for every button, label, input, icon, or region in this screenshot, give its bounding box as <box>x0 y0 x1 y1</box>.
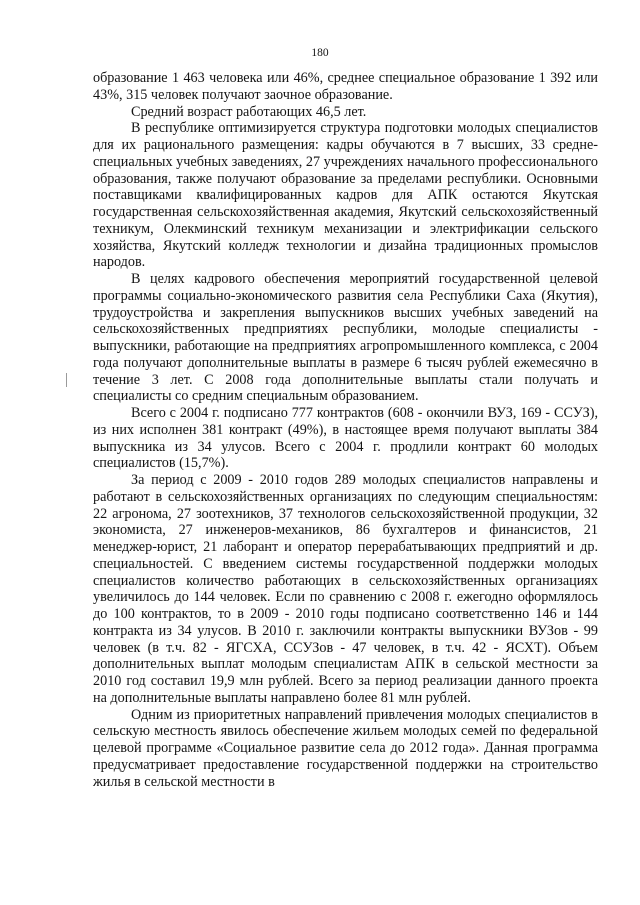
paragraph-housing-priority: Одним из приоритетных направлений привлечения молодых специалистов в сельскую местность явилось обеспечение жильем молодых семей по федеральной целевой программе «Социальное развитие села до 2012 года». Данная программа предусматривает предоставление государственной поддержки на строительство жилья в сельской местности в <box>93 706 598 790</box>
paragraph-period-2009-2010: За период с 2009 - 2010 годов 289 молодых специалистов направлены и работают в сельскохозяйственных организациях по следующим специальностям: 22 агронома, 27 зоотехников, 37 технологов сельскохозяйственной продукции, 32 экономиста, 27 инженеров-механиков, 86 бухгалтеров и финансистов, 21 менеджер-юрист, 21 лаборант и оператор перерабатывающих предприятий и др. специальностей. С введением системы государственной поддержки молодых специалистов количество работающих в сельскохозяйственных организациях увеличилось до 144 человек. Если по сравнению с 2008 г. ежегодно оформлялось до 100 контрактов, то в 2009 - 2010 годы подписано соответственно 146 и 144 контракта из 34 улусов. В 2010 г. заключили контракты выпускники ВУЗов - 99 человек (в т.ч. 82 - ЯГСХА, ССУЗов - 47 человек, в т.ч. 42 - ЯСХТ). Объем дополнительных выплат молодым специалистам АПК в сельской местности за 2010 год составил 19,9 млн рублей. Всего за период реализации данного проекта на дополнительные выплаты направлено более 81 млн рублей. <box>93 472 598 706</box>
page-number: 180 <box>311 47 329 59</box>
paragraph-staffing-program: В целях кадрового обеспечения мероприятий государственной целевой программы социально-экономического развития села Республики Саха (Якутия), трудоустройства и закрепления выпускников высших учебных заведений на сельскохозяйственных предприятиях республики, молодые специалисты - выпускники, работающие на предприятиях агропромышленного комплекса, с 2004 года получают дополнительные выплаты в размере 6 тысяч рублей ежемесячно в течение 3 лет. С 2008 года дополнительные выплаты стали получать и специалисты со средним специальным образованием. <box>93 271 598 405</box>
paragraph-contracts-total: Всего с 2004 г. подписано 777 контрактов (608 - окончили ВУЗ, 169 - ССУЗ), из них исполнен 381 контракт (49%), в настоящее время получают выплаты 384 выпускника из 34 улусов. Всего с 2004 г. продлили контракт 60 молодых специалистов (15,7%). <box>93 405 598 472</box>
paragraph-training-structure: В республике оптимизируется структура подготовки молодых специалистов для их рационального размещения: кадры обучаются в 7 высших, 33 средне-специальных учебных заведениях, 27 учреждениях начального профессионального образования, также получают образование за пределами республики. Основными поставщиками квалифицированных кадров для АПК остаются Якутская государственная сельскохозяйственная академия, Якутский сельскохозяйственный техникум, Олекминский техникум механизации и электрификации сельского хозяйства, Якутский колледж технологии и дизайна традиционных промыслов народов. <box>93 120 598 271</box>
paragraph-average-age: Средний возраст работающих 46,5 лет. <box>131 103 367 120</box>
document-body <box>93 70 598 790</box>
paragraph-continued: образование 1 463 человека или 46%, среднее специальное образование 1 392 или 43%, 315 человек получают заочное образование. <box>93 70 598 103</box>
margin-mark <box>66 373 67 387</box>
